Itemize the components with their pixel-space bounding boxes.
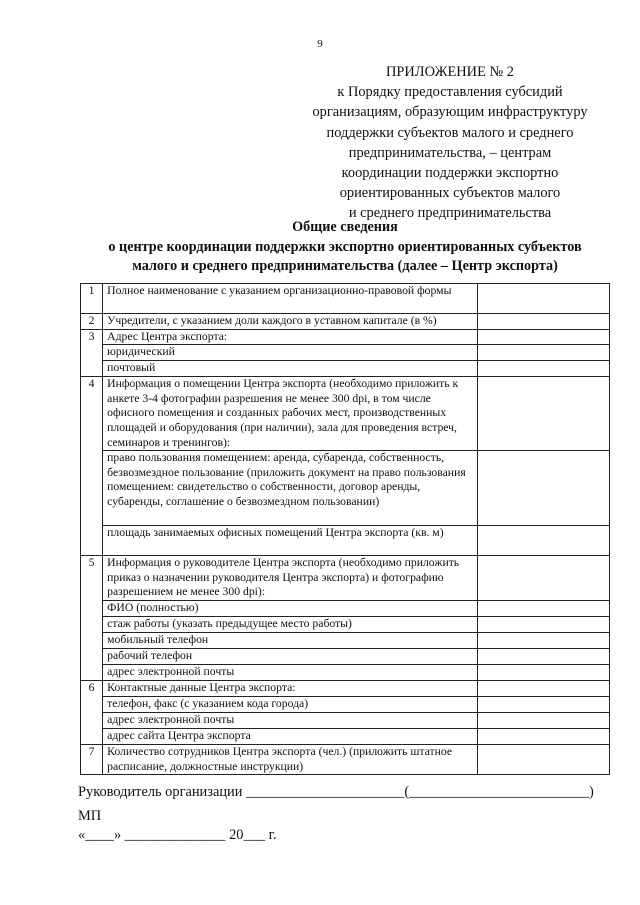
row-number: 7 xyxy=(81,745,103,775)
appendix-line: предпринимательства, – центрам xyxy=(348,144,552,161)
table-row xyxy=(81,745,610,775)
row-label: телефон, факс (с указанием кода города) xyxy=(103,697,478,713)
page-number: 9 xyxy=(317,38,323,50)
row-label: Информация о руководителе Центра экспорта (необходимо приложить приказ о назначении руководителя Центра экспорта) и фотографию разрешением не менее 300 dpi): xyxy=(103,556,478,601)
info-table xyxy=(80,283,610,775)
row-number: 3 xyxy=(81,329,103,377)
table-row xyxy=(81,713,610,729)
title-line-2: о центре координации поддержки экспортно ориентированных субъектов xyxy=(108,238,582,255)
row-label: Учредители, с указанием доли каждого в уставном капитале (в %) xyxy=(103,314,478,330)
row-label: адрес сайта Центра экспорта xyxy=(103,729,478,745)
appendix-line: ориентированных субъектов малого xyxy=(339,185,561,202)
row-number: 2 xyxy=(81,314,103,330)
row-label: адрес электронной почты xyxy=(103,713,478,729)
table-row xyxy=(81,697,610,713)
row-label: Информация о помещении Центра экспорта (необходимо приложить к анкете 3-4 фотографии разрешения не менее 300 dpi, в том числе офисного помещения и созданных рабочих мест, производственных площадей и оборудования (при наличии), зала для проведения встреч, семинаров и тренингов): xyxy=(103,377,478,451)
value-cell[interactable] xyxy=(477,329,609,345)
value-cell[interactable] xyxy=(477,713,609,729)
value-cell[interactable] xyxy=(477,633,609,649)
row-label: Количество сотрудников Центра экспорта (чел.) (приложить штатное расписание, должностные инструкции) xyxy=(103,745,478,775)
table-row xyxy=(81,361,610,377)
row-label: мобильный телефон xyxy=(103,633,478,649)
value-cell[interactable] xyxy=(477,526,609,556)
row-label: площадь занимаемых офисных помещений Центра экспорта (кв. м) xyxy=(103,526,478,556)
row-number: 1 xyxy=(81,284,103,314)
row-label: почтовый xyxy=(103,361,478,377)
value-cell[interactable] xyxy=(477,361,609,377)
title-line-3: малого и среднего предпринимательства (далее – Центр экспорта) xyxy=(132,258,558,274)
row-label: рабочий телефон xyxy=(103,649,478,665)
appendix-line: поддержки субъектов малого и среднего xyxy=(326,124,574,141)
value-cell[interactable] xyxy=(477,745,609,775)
value-cell[interactable] xyxy=(477,697,609,713)
value-cell[interactable] xyxy=(477,649,609,665)
table-row xyxy=(81,451,610,526)
table-row xyxy=(81,649,610,665)
table-row xyxy=(81,329,610,345)
title-line-1: Общие сведения xyxy=(292,219,398,235)
row-number: 6 xyxy=(81,681,103,745)
appendix-line: к Порядку предоставления субсидий xyxy=(337,84,563,101)
row-label: Контактные данные Центра экспорта: xyxy=(103,681,478,697)
table-row xyxy=(81,681,610,697)
appendix-header xyxy=(300,62,600,224)
value-cell[interactable] xyxy=(477,284,609,314)
value-cell[interactable] xyxy=(477,556,609,601)
date-line: «____» ______________ 20___ г. xyxy=(78,827,277,843)
appendix-line: организациям, образующим инфраструктуру xyxy=(312,104,588,121)
value-cell[interactable] xyxy=(477,729,609,745)
value-cell[interactable] xyxy=(477,665,609,681)
table-row xyxy=(81,556,610,601)
appendix-line: координации поддержки экспортно xyxy=(341,165,559,182)
table-row xyxy=(81,617,610,633)
row-label: Адрес Центра экспорта: xyxy=(103,329,478,345)
value-cell[interactable] xyxy=(477,681,609,697)
row-number: 5 xyxy=(81,556,103,681)
row-label: Полное наименование с указанием организационно-правовой формы xyxy=(103,284,478,314)
appendix-heading: ПРИЛОЖЕНИЕ № 2 xyxy=(386,64,514,80)
table-row xyxy=(81,377,610,451)
row-label: юридический xyxy=(103,345,478,361)
table-row xyxy=(81,601,610,617)
table-row xyxy=(81,345,610,361)
table-row xyxy=(81,314,610,330)
row-label: ФИО (полностью) xyxy=(103,601,478,617)
row-label: право пользования помещением: аренда, субаренда, собственность, безвозмездное пользование (приложить документ на право пользования помещением: свидетельство о собственности, договор аренды, субаренды, соглашение о безвозмездном пользовании) xyxy=(103,451,478,526)
value-cell[interactable] xyxy=(477,617,609,633)
row-label: адрес электронной почты xyxy=(103,665,478,681)
table-row xyxy=(81,633,610,649)
appendix-line: и среднего предпринимательства xyxy=(348,205,552,222)
signature-line: Руководитель организации ______________________(_________________________) xyxy=(78,784,594,800)
document-title xyxy=(0,218,640,277)
row-number: 4 xyxy=(81,377,103,556)
row-label: стаж работы (указать предыдущее место работы) xyxy=(103,617,478,633)
table-row xyxy=(81,729,610,745)
table-row xyxy=(81,284,610,314)
value-cell[interactable] xyxy=(477,377,609,451)
value-cell[interactable] xyxy=(477,601,609,617)
value-cell[interactable] xyxy=(477,345,609,361)
value-cell[interactable] xyxy=(477,314,609,330)
value-cell[interactable] xyxy=(477,451,609,526)
stamp-label: МП xyxy=(78,808,102,824)
table-row xyxy=(81,526,610,556)
table-row xyxy=(81,665,610,681)
